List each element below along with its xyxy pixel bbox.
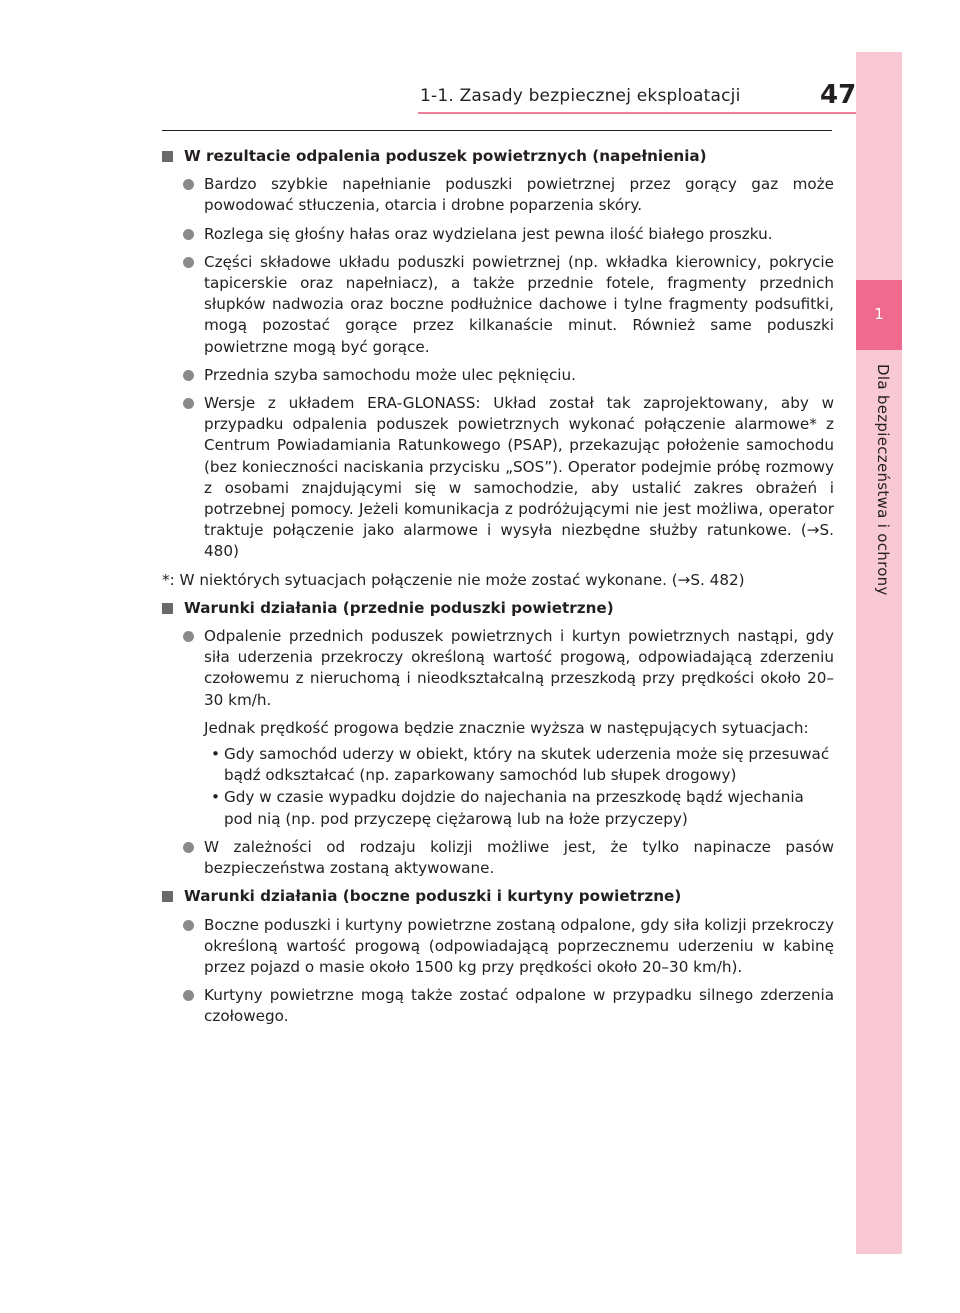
content-top-rule (162, 130, 832, 131)
small-bullet-icon: • (211, 745, 220, 764)
bullet-item (162, 915, 834, 979)
bullet-item (162, 224, 834, 245)
section-heading (162, 886, 834, 907)
bullet-text: W zależności od rodzaju kolizji możliwe jest, że tylko napinacze pasów bezpieczeństwa zostaną aktywowane. (204, 837, 834, 878)
circle-bullet-icon (183, 631, 194, 642)
section-heading-text: Warunki działania (przednie poduszki powietrzne) (184, 598, 614, 617)
chapter-number: 1 (874, 305, 884, 323)
section-heading-text: W rezultacie odpalenia poduszek powietrznych (napełnienia) (184, 147, 707, 165)
bullet-item (162, 365, 834, 386)
bullet-text: Rozlega się głośny hałas oraz wydzielana jest pewna ilość białego proszku. (204, 224, 773, 243)
bullet-item (162, 393, 834, 563)
circle-bullet-icon (183, 370, 194, 381)
body-paragraph: Jednak prędkość progowa będzie znacznie wyższa w następujących sytuacjach: (204, 718, 809, 737)
square-bullet-icon (162, 603, 173, 614)
circle-bullet-icon (183, 179, 194, 190)
square-bullet-icon (162, 151, 173, 162)
header-rule (418, 112, 856, 114)
bullet-item (162, 626, 834, 711)
section-heading (162, 598, 834, 619)
bullet-text: Przednia szyba samochodu może ulec pęknięciu. (204, 365, 576, 384)
circle-bullet-icon (183, 257, 194, 268)
section-heading (162, 146, 834, 167)
bullet-item (162, 252, 834, 358)
bullet-text: Części składowe układu poduszki powietrznej (np. wkładka kierownicy, pokrycie tapicerskie oraz napełniacz), a także przednie fotele, fragmenty przednich słupków nadwozia oraz boczne podłużnice dachowe i tylne fragmenty podsufitki, mogą pozostać gorące przez kilkanaście minut. Również same poduszki powietrzne mogą być gorące. (204, 252, 834, 356)
circle-bullet-icon (183, 842, 194, 853)
sub-bullet-text: Gdy w czasie wypadku dojdzie do najechania na przeszkodę bądź wjechania pod nią (np. pod przyczepę ciężarową lub na łoże przyczepy) (224, 788, 804, 828)
bullet-item (162, 174, 834, 216)
page-number: 47 (820, 80, 857, 110)
sub-bullet-item (162, 744, 834, 786)
bullet-text: Bardzo szybkie napełnianie poduszki powietrznej przez gorący gaz może powodować stłuczenia, otarcia i drobne poparzenia skóry. (204, 175, 834, 215)
chapter-label: Dla bezpieczeństwa i ochrony (874, 364, 892, 596)
circle-bullet-icon (183, 229, 194, 240)
page-content (162, 146, 834, 1035)
footnote: *: W niektórych sytuacjach połączenie nie może zostać wykonane. (→S. 482) (162, 570, 745, 589)
bullet-item (162, 837, 834, 879)
bullet-text: Boczne poduszki i kurtyny powietrzne zostaną odpalone, gdy siła kolizji przekroczy określoną wartość progową (odpowiadającą poprzecznemu uderzeniu w kabinę przez pojazd o masie około 1500 kg przy prędkości około 20–30 km/h). (204, 915, 834, 976)
circle-bullet-icon (183, 990, 194, 1001)
small-bullet-icon: • (211, 788, 220, 807)
square-bullet-icon (162, 891, 173, 902)
circle-bullet-icon (183, 920, 194, 931)
bullet-item (162, 985, 834, 1027)
bullet-text: Wersje z układem ERA-GLONASS: Układ został tak zaprojektowany, aby w przypadku odpalenia poduszek powietrznych wykonać połączenie alarmowe* z Centrum Powiadamiania Ratunkowego (PSAP), przekazując położenie samochodu (bez konieczności naciskania przycisku „SOS”). Operator podejmie próbę rozmowy z osobami znajdującymi się w samochodzie, aby ustalić zakres obrażeń i potrzebnej pomocy. Jeżeli komunikacja z podróżującymi nie jest możliwa, operator traktuje połączenie jako alarmowe i wysyła niezbędne służby ratunkowe. (→S. 480) (204, 394, 834, 561)
bullet-text: Odpalenie przednich poduszek powietrznych i kurtyn powietrznych nastąpi, gdy siła uderzenia przekroczy określoną wartość progową, odpowiadającą zderzeniu czołowemu z nieruchomą i nieodkształcalną przeszkodą przy prędkości około 20–30 km/h. (204, 627, 834, 709)
sub-bullet-item (162, 787, 834, 829)
chapter-title: 1-1. Zasady bezpiecznej eksploatacji (420, 86, 741, 106)
bullet-text: Kurtyny powietrzne mogą także zostać odpalone w przypadku silnego zderzenia czołowego. (204, 986, 834, 1026)
section-heading-text: Warunki działania (boczne poduszki i kurtyny powietrzne) (184, 887, 682, 906)
circle-bullet-icon (183, 398, 194, 409)
sub-bullet-text: Gdy samochód uderzy w obiekt, który na skutek uderzenia może się przesuwać bądź odkształcać (np. zaparkowany samochód lub słupek drogowy) (224, 745, 830, 785)
